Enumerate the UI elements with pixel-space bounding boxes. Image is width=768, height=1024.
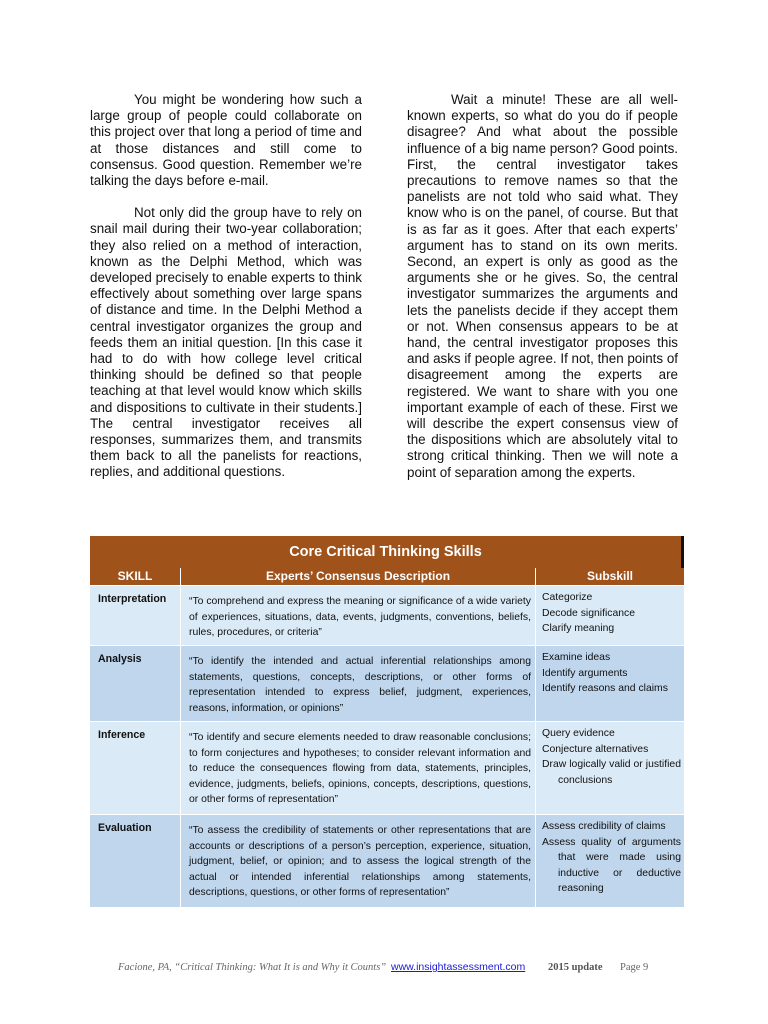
footer-update: 2015 update	[548, 962, 603, 973]
description-cell: “To comprehend and express the meaning or significance of a wide variety of experiences, situations, data, events, judgments, conventions, beliefs, rules, procedures, or criteria”	[180, 586, 535, 647]
skill-cell: Analysis	[98, 653, 142, 665]
subskill-item: Conjecture alternatives	[542, 743, 649, 755]
right-paragraph-1: Wait a minute! These are all well-known experts, so what do you do if people disagree? And what about the possible influence of a big name person? Good points. First, the central investigator takes precautions to remove names so that the panelists are not told who said what. They know who is on the panel, of course. But that is as far as it goes. After that each experts’ argument has to stand on its own merits. Second, an expert is only as good as the arguments she or he gives. So, the central investigator summarizes the arguments and lets the panelists decide if they accept them or not. When consensus appears to be at hand, the central investigator proposes this and asks if people agree. If not, then points of disagreement among the experts are registered. We want to share with you one important example of each of these. First we will describe the expert consensus view of the dispositions which are absolutely vital to strong critical thinking. Then we will note a point of separation among the experts.	[407, 92, 678, 480]
left-column	[90, 92, 362, 497]
skill-cell: Interpretation	[98, 593, 167, 605]
subskill-item: Examine ideas	[542, 652, 611, 663]
left-paragraph-1: You might be wondering how such a large group of people could collaborate on this project over that long a period of time and at those distances and still come to consensus. Good question. Remember we’re talking the days before e-mail.	[90, 92, 362, 189]
subskill-item: Draw logically valid or justified conclusions	[542, 759, 681, 786]
skill-cell: Inference	[98, 729, 146, 741]
page-footer	[0, 960, 768, 976]
subskill-item: Query evidence	[542, 728, 615, 739]
left-paragraph-2: Not only did the group have to rely on snail mail during their two-year collaboration; they also relied on a method of interaction, known as the Delphi Method, which was developed precisely to enable experts to think effectively about something over large spans of distance and time. In the Delphi Method a central investigator organizes the group and feeds them an initial question. [In this case it had to do with how college level critical thinking should be defined so that people teaching at that level would know which skills and dispositions to cultivate in their students.] The central investigator receives all responses, summarizes them, and transmits them back to all the panelists for reactions, replies, and additional questions.	[90, 205, 362, 480]
description-cell: “To identify and secure elements needed to draw reasonable conclusions; to form conjectures and hypotheses; to consider relevant information and to reduce the consequences flowing from data, statements, principles, evidence, judgments, beliefs, opinions, concepts, descriptions, questions, or other forms of representation”	[180, 722, 535, 814]
footer-citation: Facione, PA, “Critical Thinking: What It is and Why it Counts”	[118, 962, 387, 973]
subskill-item: Assess credibility of claims	[542, 821, 666, 832]
right-column	[407, 92, 678, 497]
subskill-cell	[535, 586, 684, 647]
subskill-item: Clarify meaning	[542, 623, 615, 635]
table-title: Core Critical Thinking Skills	[90, 536, 684, 568]
subskill-item: Decode significance	[542, 607, 635, 619]
description-cell: “To identify the intended and actual inferential relationships among statements, questions, concepts, descriptions, or other forms of representation intended to express belief, judgment, experiences, reasons, information, or opinions”	[180, 646, 535, 722]
table-row	[90, 645, 684, 721]
core-skills-table	[90, 536, 684, 907]
description-cell: “To assess the credibility of statements or other representations that are accounts or descriptions of a person’s perception, experience, situation, judgment, belief, or opinion; and to assess the logical strength of the actual or intended inferential relationships among statements, descriptions, questions, or other forms of representation”	[180, 815, 535, 907]
subskill-item: Categorize	[542, 592, 593, 603]
table-row	[90, 721, 684, 814]
footer-website-link[interactable]: www.insightassessment.com	[391, 961, 526, 973]
header-subskill: Subskill	[535, 568, 684, 585]
subskill-item: Identify reasons and claims	[542, 683, 668, 695]
subskill-item: Identify arguments	[542, 667, 628, 679]
subskill-cell	[535, 646, 684, 722]
subskill-item: Assess quality of arguments that were made using inductive or deductive reasoning	[542, 836, 681, 895]
subskill-cell	[535, 722, 684, 814]
table-header-row	[90, 568, 684, 585]
skill-cell: Evaluation	[98, 822, 152, 834]
table-row	[90, 814, 684, 907]
table-row	[90, 585, 684, 645]
subskill-cell	[535, 815, 684, 907]
header-description: Experts’ Consensus Description	[180, 568, 535, 585]
footer-page-number: Page 9	[620, 962, 649, 973]
header-skill: SKILL	[117, 569, 153, 583]
